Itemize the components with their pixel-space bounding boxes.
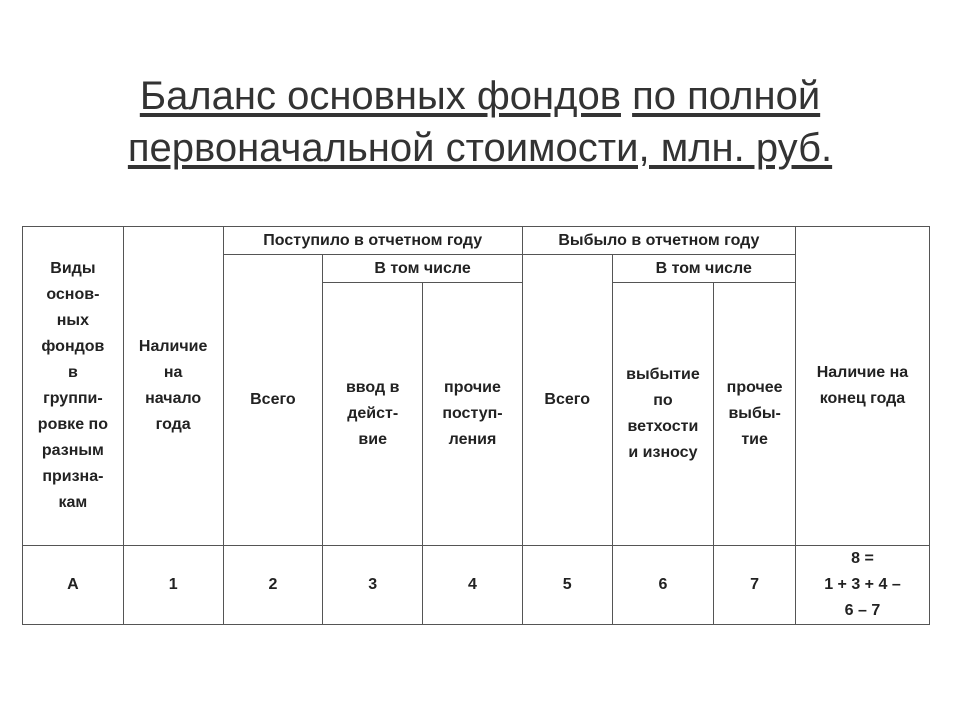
- header-received-group: Поступило в отчетном году: [223, 227, 522, 255]
- col-number-1: 1: [123, 546, 223, 625]
- header-other-receipts: прочие поступ- ления: [423, 283, 523, 546]
- col-number-7: 7: [714, 546, 796, 625]
- col-number-3: 3: [323, 546, 423, 625]
- col-number-a: А: [23, 546, 124, 625]
- header-other-retirement: прочее выбы- тие: [714, 283, 796, 546]
- header-asset-types: Виды основ- ных фондов в группи- ровке по разным призна- кам: [23, 227, 124, 546]
- title-part-1: Баланс основных фондов: [139, 74, 621, 118]
- col-number-6: 6: [612, 546, 714, 625]
- header-start-of-year: Наличие на начало года: [123, 227, 223, 546]
- balance-table: [22, 226, 930, 625]
- title-part-2: по полной: [632, 74, 821, 118]
- header-retired-including: В том числе: [612, 255, 795, 283]
- col-number-4: 4: [423, 546, 523, 625]
- col-number-5: 5: [522, 546, 612, 625]
- col-number-2: 2: [223, 546, 323, 625]
- header-end-of-year: Наличие на конец года: [795, 227, 929, 546]
- header-retired-total: Всего: [522, 255, 612, 546]
- title-line-2: первоначальной стоимости, млн. руб.: [127, 126, 833, 170]
- table-row-numbers: [23, 546, 930, 625]
- header-received-including: В том числе: [323, 255, 523, 283]
- page-title: [0, 70, 960, 174]
- header-received-total: Всего: [223, 255, 323, 546]
- title-line-1: [0, 70, 960, 122]
- col-number-8-formula: 8 = 1 + 3 + 4 – 6 – 7: [795, 546, 929, 625]
- header-retired-group: Выбыло в отчетном году: [522, 227, 795, 255]
- header-wear-retirement: выбытие по ветхости и износу: [612, 283, 714, 546]
- header-commissioning: ввод в дейст- вие: [323, 283, 423, 546]
